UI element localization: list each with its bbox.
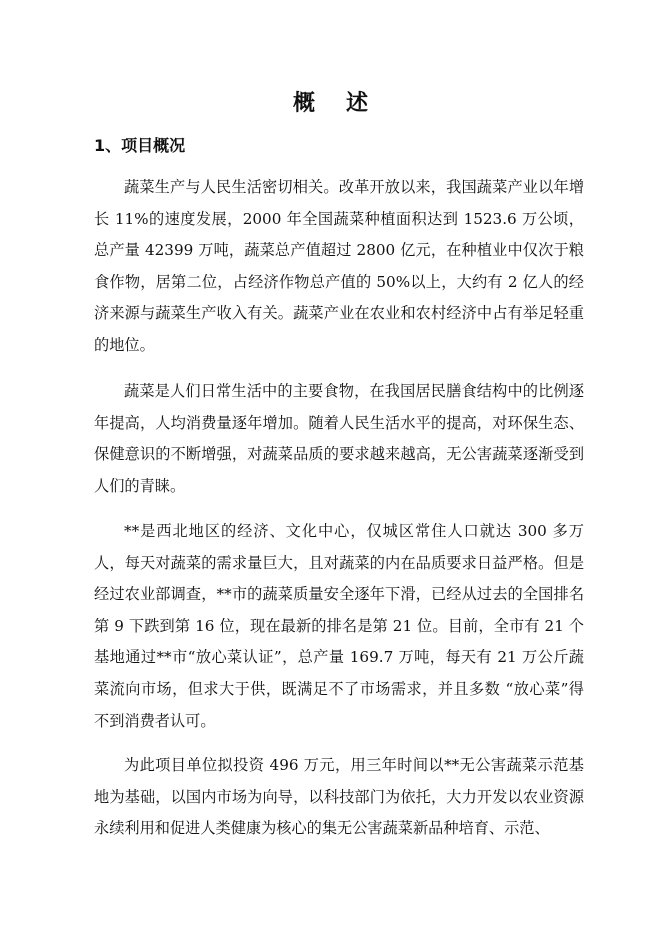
paragraph-regional-demand: **是西北地区的经济、文化中心，仅城区常住人口就达 300 多万人，每天对蔬菜的需求量巨大，且对蔬菜的内在品质要求日益严格。但是经过农业部调查，**市的蔬菜质量安全逐年下滑，已经从过去的全国排名第 9 下跌到第 16 位，现在最新的排名是第 21 位。目前，全市有 21 个基地通过**市“放心菜认证”，总产量 169.7 万吨，每天有 21 万公斤蔬菜流向市场，但求大于供，既满足不了市场需求，并且多数 “放心菜”得不到消费者认可。 [94,522,584,730]
paragraph-vegetable-consumption: 蔬菜是人们日常生活中的主要食物，在我国居民膳食结构中的比例逐年提高，人均消费量逐年增加。随着人民生活水平的提高，对环保生态、保健意识的不断增强，对蔬菜品质的要求越来越高，无公害蔬菜逐渐受到人们的青睐。 [94,382,584,495]
title-char-2: 述 [346,91,370,116]
paragraph-project-investment: 为此项目单位拟投资 496 万元，用三年时间以**无公害蔬菜示范基地为基础，以国内市场为向导，以科技部门为依托，大力开发以农业资源永续利用和促进人类健康为核心的集无公害蔬菜新品种培育、示范、 [94,756,584,838]
title-char-1: 概 [292,91,316,116]
page-title [0,88,662,120]
paragraph-vegetable-industry: 蔬菜生产与人民生活密切相关。改革开放以来，我国蔬菜产业以年增长 11%的速度发展，2000 年全国蔬菜种植面积达到 1523.6 万公顷，总产量 42399 万吨，蔬菜总产值超过 2800 亿元，在种植业中仅次于粮食作物，居第二位，占经济作物总产值的 50%以上，大约有 2 亿人的经济来源与蔬菜生产收入有关。蔬菜产业在农业和农村经济中占有举足轻重的地位。 [94,178,584,354]
section-heading: 1、项目概况 [94,136,186,155]
